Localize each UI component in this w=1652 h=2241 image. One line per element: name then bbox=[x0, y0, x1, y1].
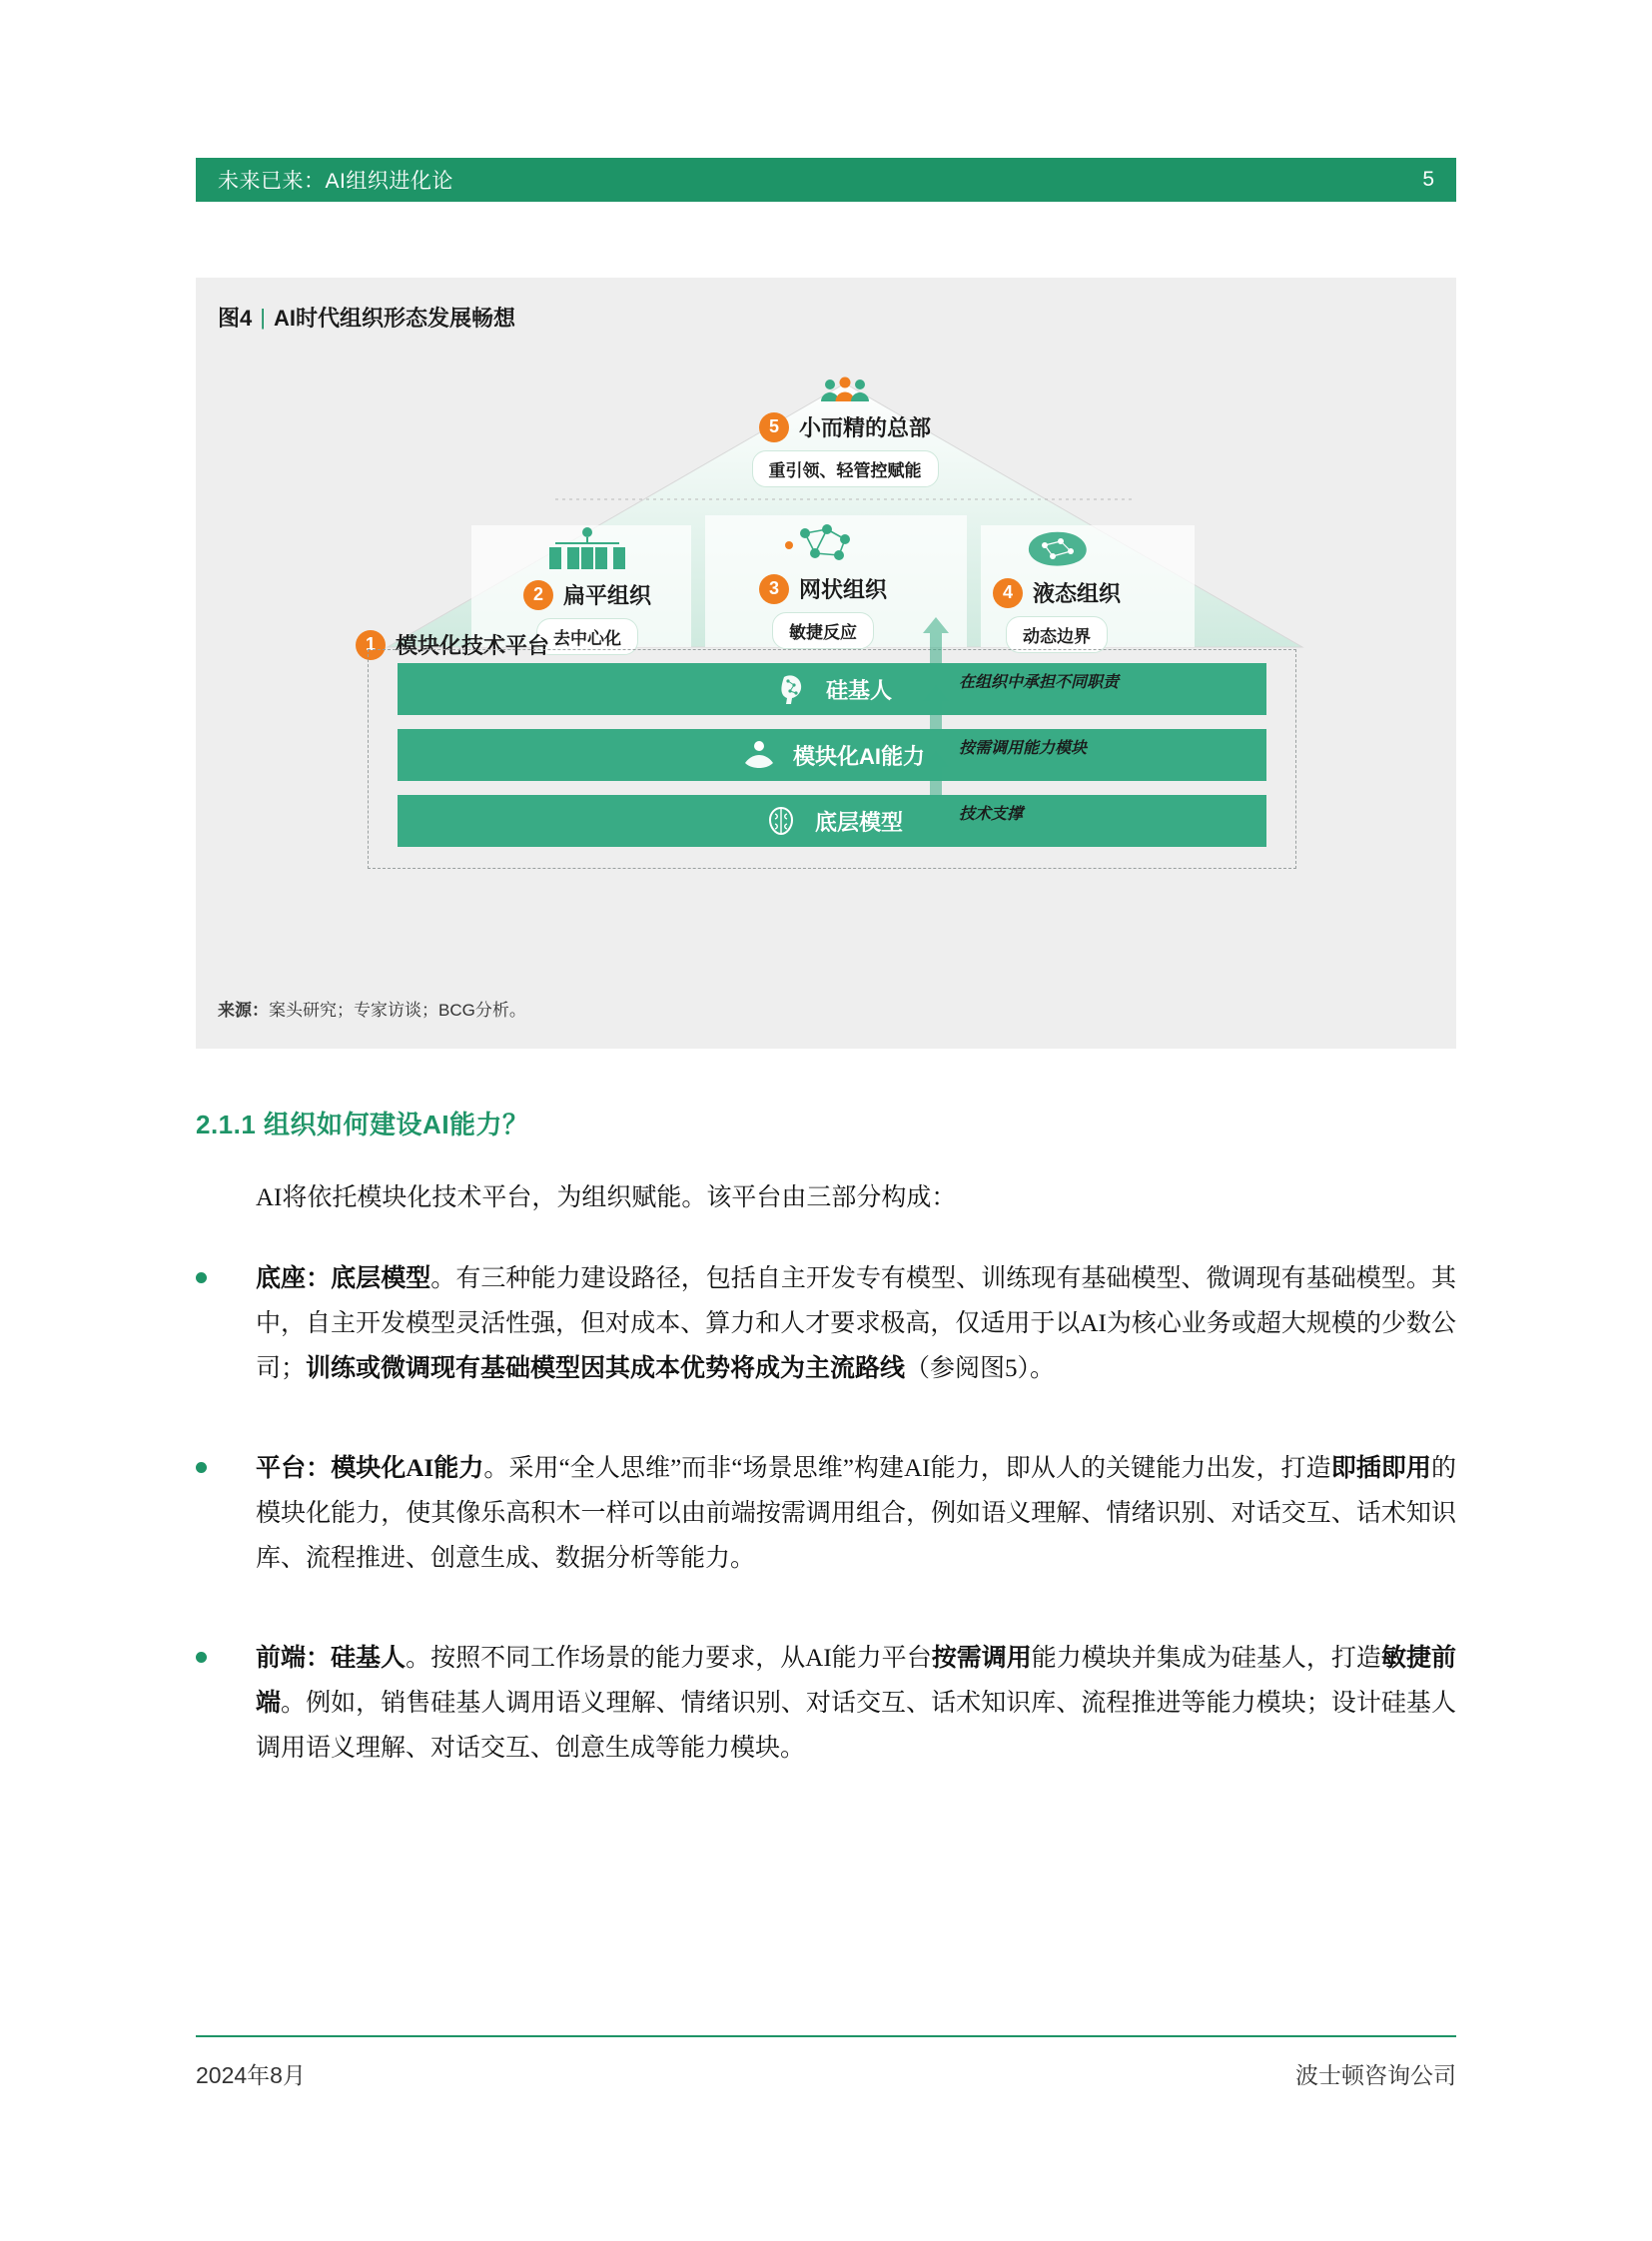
bullet-1-body-1: 。有三种能力建设路径，包括自主开发专有模型、训练现有基础模型、微调现有基础模型。其中，自主开发模型灵活性强，但对成本、算力和人才要求极高，仅适用于以AI为核心业务或超大规模的少数公司； bbox=[256, 1265, 1456, 1382]
page-number: 5 bbox=[1422, 168, 1434, 191]
node-4-group bbox=[907, 523, 1207, 653]
page-header-bar bbox=[196, 158, 1456, 202]
node-4-label-row bbox=[907, 577, 1207, 608]
bullet-2-emphasis: 即插即用 bbox=[1330, 1455, 1431, 1482]
bullet-3-emphasis: 按需调用 bbox=[931, 1645, 1032, 1672]
bullet-1-body-2: （参阅图5）。 bbox=[905, 1355, 1056, 1382]
team-icon bbox=[810, 375, 880, 409]
node-5-group bbox=[685, 375, 1005, 487]
footer-divider bbox=[196, 2035, 1456, 2037]
liquid-icon bbox=[907, 523, 1207, 571]
bullet-3-body-2: 能力模块并集成为硅基人，打造 bbox=[1031, 1645, 1381, 1672]
figure-source-text: 案头研究；专家访谈；BCG分析。 bbox=[269, 1001, 526, 1020]
bullet-item bbox=[196, 1636, 1456, 1771]
intro-paragraph: AI将依托模块化技术平台，为组织赋能。该平台由三部分构成： bbox=[256, 1184, 957, 1211]
node-1-badge: 1 bbox=[356, 630, 386, 660]
bullet-2-body-1: 。采用“全人思维”而非“场景思维”构建AI能力，即从人的关键能力出发，打造 bbox=[483, 1455, 1331, 1482]
bullet-1-emphasis: 训练或微调现有基础模型因其成本优势将成为主流路线 bbox=[306, 1355, 906, 1382]
bullet-2-text bbox=[256, 1446, 1456, 1581]
silicon-human-icon bbox=[772, 671, 812, 707]
brain-icon bbox=[761, 803, 801, 839]
footer-company: 波士顿咨询公司 bbox=[1295, 2062, 1456, 2088]
document-title: 未来已来：AI组织进化论 bbox=[218, 170, 453, 193]
node-4-title: 液态组织 bbox=[1032, 581, 1121, 606]
bullet-dot-icon bbox=[196, 1272, 207, 1283]
figure-label: 图4 bbox=[218, 306, 253, 331]
node-4-subtitle: 动态边界 bbox=[1006, 616, 1108, 653]
stack-annotation-3: 技术支撑 bbox=[959, 806, 1024, 823]
bullet-2-lead: 平台：模块化AI能力 bbox=[256, 1455, 484, 1482]
node-5-badge: 5 bbox=[759, 412, 789, 442]
stack-bar-modular-ai bbox=[398, 729, 1266, 781]
figure-panel bbox=[196, 278, 1456, 1049]
bullet-3-emphasis-2: 敏捷前端 bbox=[256, 1645, 1456, 1717]
stack-bar-base-model bbox=[398, 795, 1266, 847]
bullet-item bbox=[196, 1256, 1456, 1391]
node-5-title: 小而精的总部 bbox=[798, 415, 931, 440]
figure-title-text: AI时代组织形态发展畅想 bbox=[273, 306, 515, 331]
node-5-subtitle: 重引领、轻管控赋能 bbox=[752, 450, 939, 487]
hand-ai-icon bbox=[739, 737, 779, 773]
up-arrow-icon-3 bbox=[923, 751, 949, 797]
figure-diagram bbox=[196, 348, 1456, 967]
bullet-dot-icon bbox=[196, 1462, 207, 1473]
node-5-label-row bbox=[685, 411, 1005, 442]
bullet-3-lead: 前端：硅基人 bbox=[256, 1645, 407, 1672]
figure-source-label: 来源： bbox=[218, 1001, 269, 1020]
node-4-badge: 4 bbox=[993, 578, 1023, 608]
stack-label-1: 硅基人 bbox=[825, 677, 892, 703]
bullet-3-body-3: 。例如，销售硅基人调用语义理解、情绪识别、对话交互、话术知识库、流程推进等能力模块；设计硅基人调用语义理解、对话交互、创意生成等能力模块。 bbox=[256, 1690, 1456, 1762]
node-3-subtitle: 敏捷反应 bbox=[772, 612, 874, 649]
up-arrow-icon-2 bbox=[923, 685, 949, 731]
stack-label-2: 模块化AI能力 bbox=[792, 743, 925, 769]
figure-title bbox=[218, 302, 515, 333]
stack-label-3: 底层模型 bbox=[814, 809, 903, 835]
figure-source bbox=[218, 996, 526, 1021]
bullet-1-lead: 底座：底层模型 bbox=[256, 1265, 431, 1292]
stack-annotation-2: 按需调用能力模块 bbox=[959, 740, 1088, 757]
node-3-title: 网状组织 bbox=[798, 577, 887, 602]
up-arrow-icon-1 bbox=[923, 617, 949, 663]
bullet-dot-icon bbox=[196, 1652, 207, 1663]
bullet-2-body-2: 的模块化能力，使其像乐高积木一样可以由前端按需调用组合，例如语义理解、情绪识别、对话交互、话术知识库、流程推进、创意生成、数据分析等能力。 bbox=[256, 1455, 1456, 1572]
node-2-title: 扁平组织 bbox=[562, 583, 651, 608]
node-2-subtitle: 去中心化 bbox=[536, 618, 638, 655]
section-heading: 2.1.1 组织如何建设AI能力？ bbox=[196, 1110, 529, 1139]
node-2-badge: 2 bbox=[523, 580, 553, 610]
stack-bar-silicon-human bbox=[398, 663, 1266, 715]
figure-title-separator: | bbox=[260, 304, 266, 330]
bullet-3-body-1: 。按照不同工作场景的能力要求，从AI能力平台 bbox=[406, 1645, 932, 1672]
bullet-item bbox=[196, 1446, 1456, 1581]
bullet-3-text bbox=[256, 1636, 1456, 1771]
stack-annotation-1: 在组织中承担不同职责 bbox=[959, 674, 1120, 691]
footer-date: 2024年8月 bbox=[196, 2062, 306, 2088]
node-3-badge: 3 bbox=[759, 574, 789, 604]
node-1-title: 模块化技术平台 bbox=[396, 633, 550, 658]
bullet-1-text bbox=[256, 1256, 1456, 1391]
